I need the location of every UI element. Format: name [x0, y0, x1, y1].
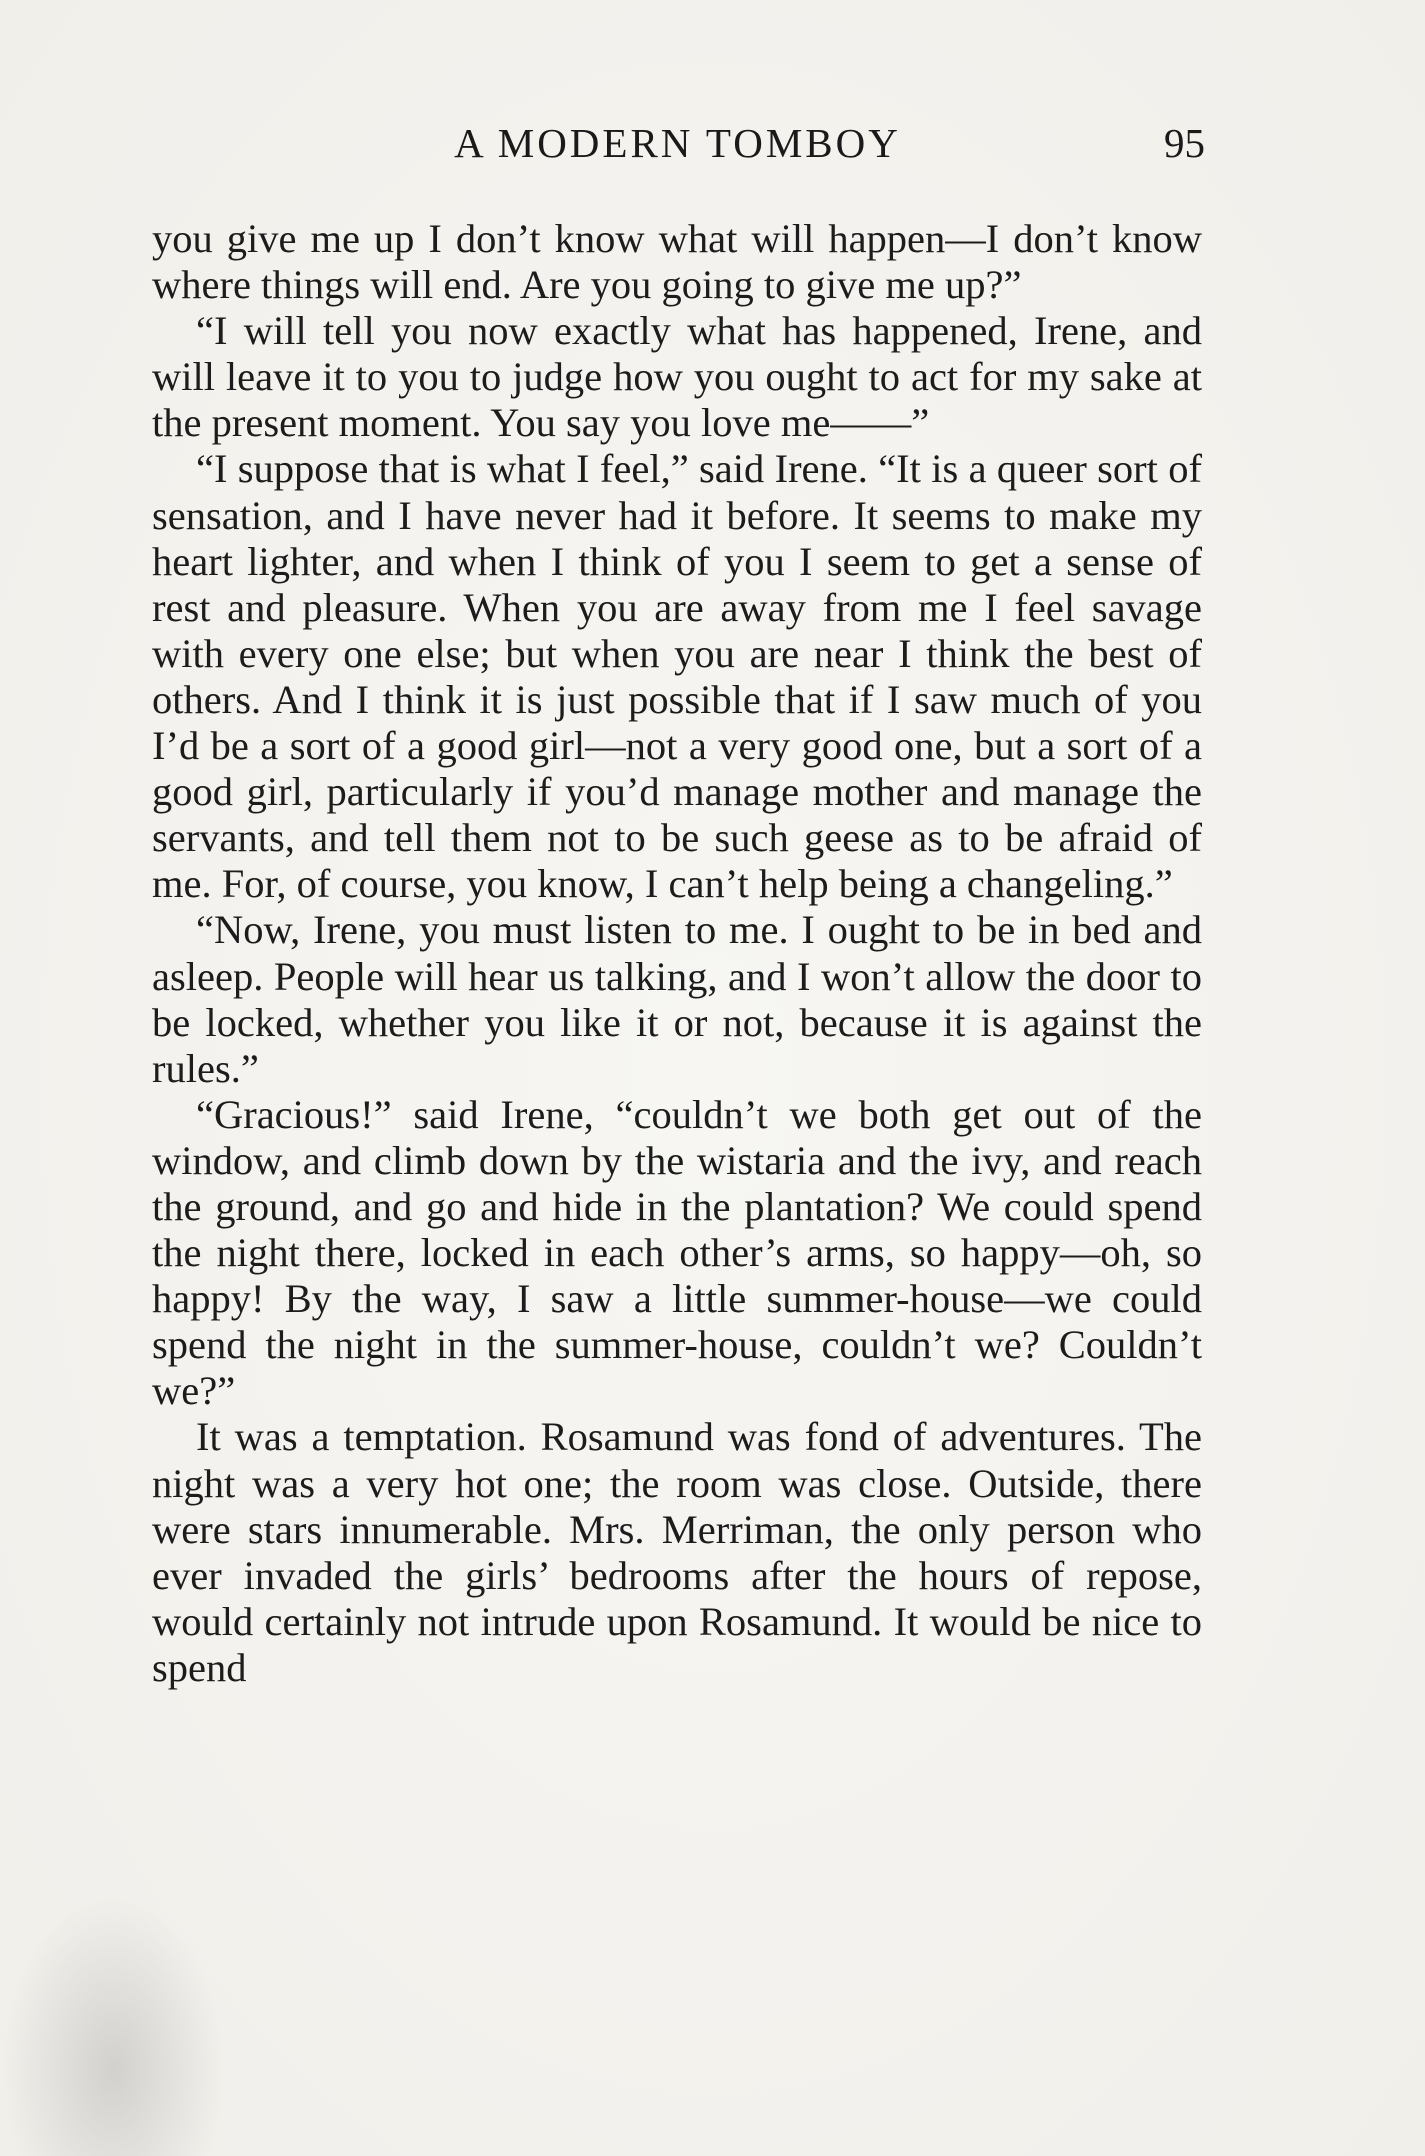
paragraph-continued: you give me up I don’t know what will happen—I don’t know where things will end. Are you going to give me up?”	[152, 216, 1202, 308]
running-title: A MODERN TOMBOY	[454, 120, 901, 166]
body-text	[152, 216, 1202, 1691]
page-number: 95	[1164, 120, 1205, 166]
running-head	[150, 113, 1205, 173]
paragraph: It was a temptation. Rosamund was fond of adventures. The night was a very hot one; the room was close. Outside, there were stars innumerable. Mrs. Merriman, the only person who ever invaded the girls’ bedrooms after the hours of repose, would certainly not intrude upon Rosamund. It would be nice to spend	[152, 1414, 1202, 1690]
paragraph: “Gracious!” said Irene, “couldn’t we both get out of the window, and climb down by the wistaria and the ivy, and reach the ground, and go and hide in the plantation? We could spend the night there, locked in each other’s arms, so happy—oh, so happy! By the way, I saw a little summer-house—we could spend the night in the summer-house, couldn’t we? Couldn’t we?”	[152, 1091, 1202, 1414]
paragraph: “I suppose that is what I feel,” said Irene. “It is a queer sort of sensation, and I have never had it before. It seems to make my heart lighter, and when I think of you I seem to get a sense of rest and pleasure. When you are away from me I feel savage with every one else; but when you are near I think the best of others. And I think it is just possible that if I saw much of you I’d be a sort of a good girl—not a very good one, but a sort of a good girl, particularly if you’d manage mother and manage the servants, and tell them not to be such geese as to be afraid of me. For, of course, you know, I can’t help being a changeling.”	[152, 446, 1202, 907]
paragraph: “Now, Irene, you must listen to me. I ought to be in bed and asleep. People will hear us talking, and I won’t allow the door to be locked, whether you like it or not, because it is against the rules.”	[152, 907, 1202, 1091]
paragraph: “I will tell you now exactly what has happened, Irene, and will leave it to you to judge how you ought to act for my sake at the present moment. You say you love me——”	[152, 308, 1202, 446]
